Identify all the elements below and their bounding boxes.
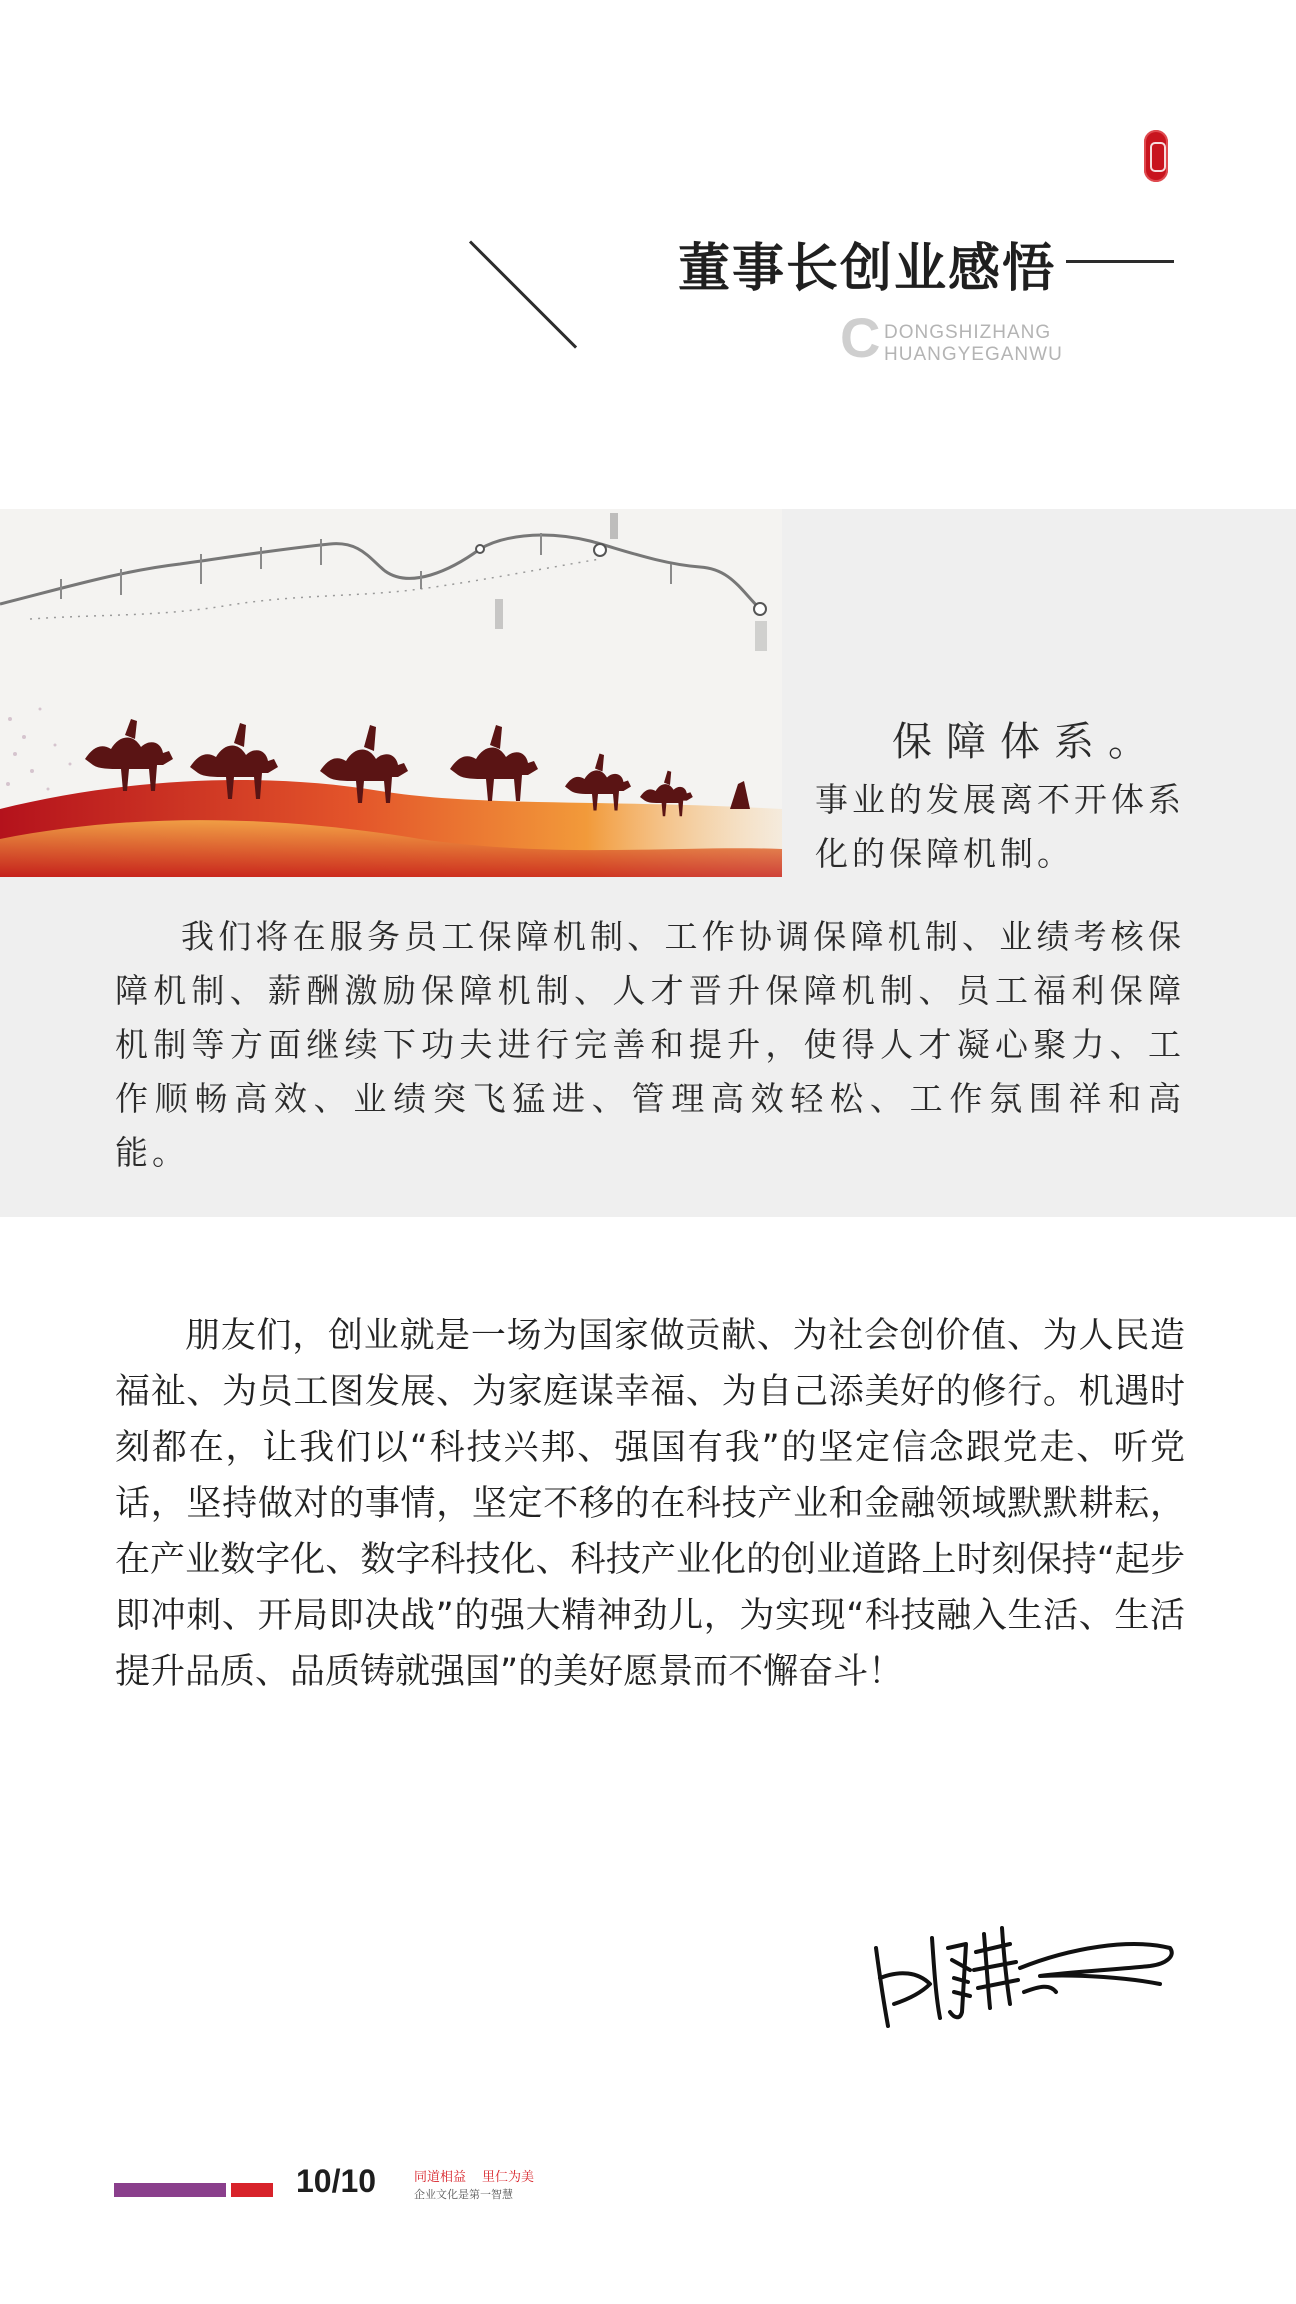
title-rule: [1066, 260, 1174, 263]
decorative-diagonal-line: [469, 240, 577, 348]
footer-motto: [414, 2166, 534, 2185]
red-seal-stamp: [1144, 130, 1168, 182]
page-number: 10/10: [296, 2163, 377, 2199]
section-subtitle: 事业的发展离不开体系化的保障机制。: [815, 780, 1185, 873]
camel-caravan-illustration: [0, 509, 782, 877]
section-paragraph: 我们将在服务员工保障机制、工作协调保障机制、业绩考核保障机制、薪酬激励保障机制、人才晋升保障机制、员工福利保障机制等方面继续下功夫进行完善和提升，使得人才凝心聚力、工作顺畅高效、业绩突飞猛进、管理高效轻松、工作氛围祥和高能。: [115, 917, 1185, 1172]
handwritten-signature: [870, 1908, 1180, 2038]
title-en-line2: HUANGYEGANWU: [884, 344, 1063, 365]
main-paragraph: 朋友们，创业就是一场为国家做贡献、为社会创价值、为人民造福祉、为员工图发展、为家庭谋幸福、为自己添美好的修行。机遇时刻都在，让我们以“科技兴邦、强国有我”的坚定信念跟党走、听党话，坚持做对的事情，坚定不移的在科技产业和金融领域默默耕耘，在产业数字化、数字科技化、科技产业化的创业道路上时刻保持“起步即冲刺、开局即决战”的强大精神劲儿，为实现“科技融入生活、生活提升品质、品质铸就强国”的美好愿景而不懈奋斗！: [115, 1316, 1185, 1692]
footer-bar-red: [231, 2183, 273, 2197]
title-en-initial: C: [840, 306, 881, 369]
footer-motto-2: 里仁为美: [482, 2170, 535, 2185]
footer-subtitle: 企业文化是第一智慧: [414, 2188, 513, 2201]
page-title: 董事长创业感悟: [678, 238, 1057, 299]
section-title: 保障体系。: [892, 719, 1162, 765]
footer-motto-1: 同道相益: [414, 2170, 467, 2185]
title-en-line1: DONGSHIZHANG: [884, 322, 1052, 343]
footer-bar-purple: [114, 2183, 226, 2197]
